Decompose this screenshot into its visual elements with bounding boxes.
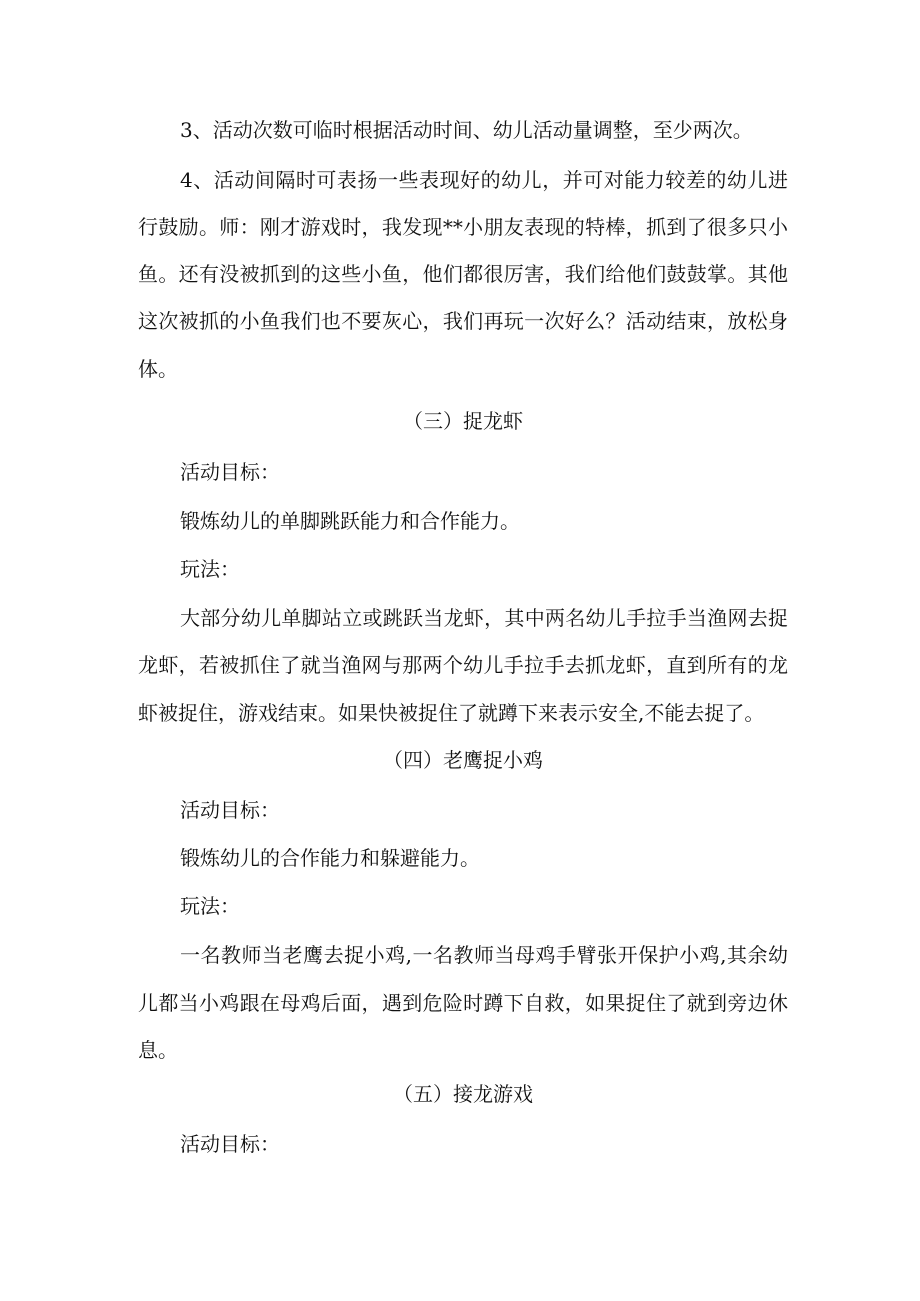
game-3-play-line-1: 大部分幼儿单脚站立或跳跃当龙虾，其中两名幼儿手拉手当渔网去捉 (180, 606, 788, 630)
game-3-heading: （三）捉龙虾 (403, 409, 523, 433)
game-3-play-line-3: 虾被捉住，游戏结束。如果快被捉住了就蹲下来表示安全,不能去捉了。 (138, 701, 765, 725)
rule-4-line-5: 体。 (138, 357, 178, 381)
game-5-goal-label: 活动目标： (180, 1132, 280, 1156)
game-4-play-line-1: 一名教师当老鹰去捉小鸡,一名教师当母鸡手臂张开保护小鸡,其余幼 (180, 943, 788, 967)
game-4-goal-label: 活动目标： (180, 798, 280, 822)
game-3-goal-text: 锻炼幼儿的单脚跳跃能力和合作能力。 (180, 509, 520, 533)
game-3-goal-label: 活动目标： (180, 460, 280, 484)
game-3-play-line-2: 龙虾，若被抓住了就当渔网与那两个幼儿手拉手去抓龙虾，直到所有的龙 (138, 653, 788, 677)
game-4-play-line-2: 儿都当小鸡跟在母鸡后面，遇到危险时蹲下自救，如果捉住了就到旁边休 (138, 991, 788, 1015)
rule-4-line-2: 行鼓励。师：刚才游戏时，我发现**小朋友表现的特棒，抓到了很多只小 (138, 215, 788, 239)
game-4-goal-text: 锻炼幼儿的合作能力和躲避能力。 (180, 846, 480, 870)
rule-4-line-3: 鱼。还有没被抓到的这些小鱼，他们都很厉害，我们给他们鼓鼓掌。其他 (138, 262, 788, 286)
rule-4-line-4: 这次被抓的小鱼我们也不要灰心，我们再玩一次好么？活动结束，放松身 (138, 309, 788, 333)
game-3-play-label: 玩法： (180, 557, 240, 581)
game-4-play-line-3: 息。 (138, 1038, 178, 1062)
game-4-heading: （四）老鹰捉小鸡 (383, 748, 543, 772)
game-5-heading: （五）接龙游戏 (393, 1082, 533, 1106)
rule-4-line-1: 4、活动间隔时可表扬一些表现好的幼儿，并可对能力较差的幼儿进 (180, 168, 788, 192)
rule-3-line: 3、活动次数可临时根据活动时间、幼儿活动量调整，至少两次。 (180, 118, 753, 142)
game-4-play-label: 玩法： (180, 894, 240, 918)
